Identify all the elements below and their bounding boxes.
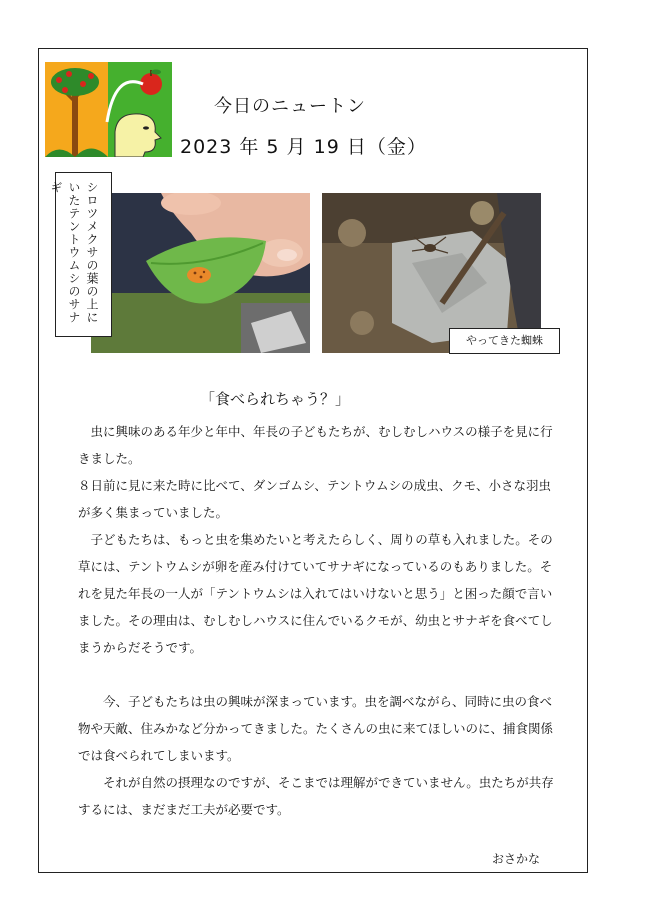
- page-title: 今日のニュートン: [214, 96, 366, 117]
- author-signature: おさかな: [492, 852, 541, 866]
- paragraph-gap: [78, 661, 558, 688]
- paragraph-4: 今、子どもたちは虫の興味が深まっています。虫を調べながら、同時に虫の食べ物や天敵、住みかなど分かってきました。たくさんの虫に来てほしいのに、捕食関係では食べられてしまいます。: [78, 694, 554, 763]
- spider-caption: やってきた蜘蛛: [449, 328, 560, 354]
- article-heading: 「食べられちゃう？」: [200, 390, 351, 408]
- paragraph-3: 子どもたちは、もっと虫を集めたいと考えたらしく、周りの草も入れました。その草には、テントウムシが卵を産み付けていてサナギになっているのもありました。それを見た年長の一人が「テントウムシは入れてはいけないと思う」と困った顔で言いました。その理由は、むしむしハウスに住んでいるクモが、幼虫とサナギを食べてしまうからだそうです。: [78, 532, 553, 655]
- pupa-caption: シロツメクサの葉の上にいたテントウムシのサナギ: [55, 172, 112, 337]
- page-date: 2023 年 5 月 19 日（金）: [180, 136, 427, 158]
- paragraph-1: 虫に興味のある年少と年中、年長の子どもたちが、むしむしハウスの様子を見に行きました。: [78, 424, 553, 466]
- ladybug-pupa-photo: [91, 193, 310, 353]
- article-body: [78, 418, 558, 823]
- newton-logo-icon: [45, 62, 172, 157]
- paragraph-2: ８日前に見に来た時に比べて、ダンゴムシ、テントウムシの成虫、クモ、小さな羽虫が多く集まっていました。: [78, 478, 552, 520]
- paragraph-5: それが自然の摂理なのですが、そこまでは理解ができていません。虫たちが共存するには、まだまだ工夫が必要です。: [78, 775, 554, 817]
